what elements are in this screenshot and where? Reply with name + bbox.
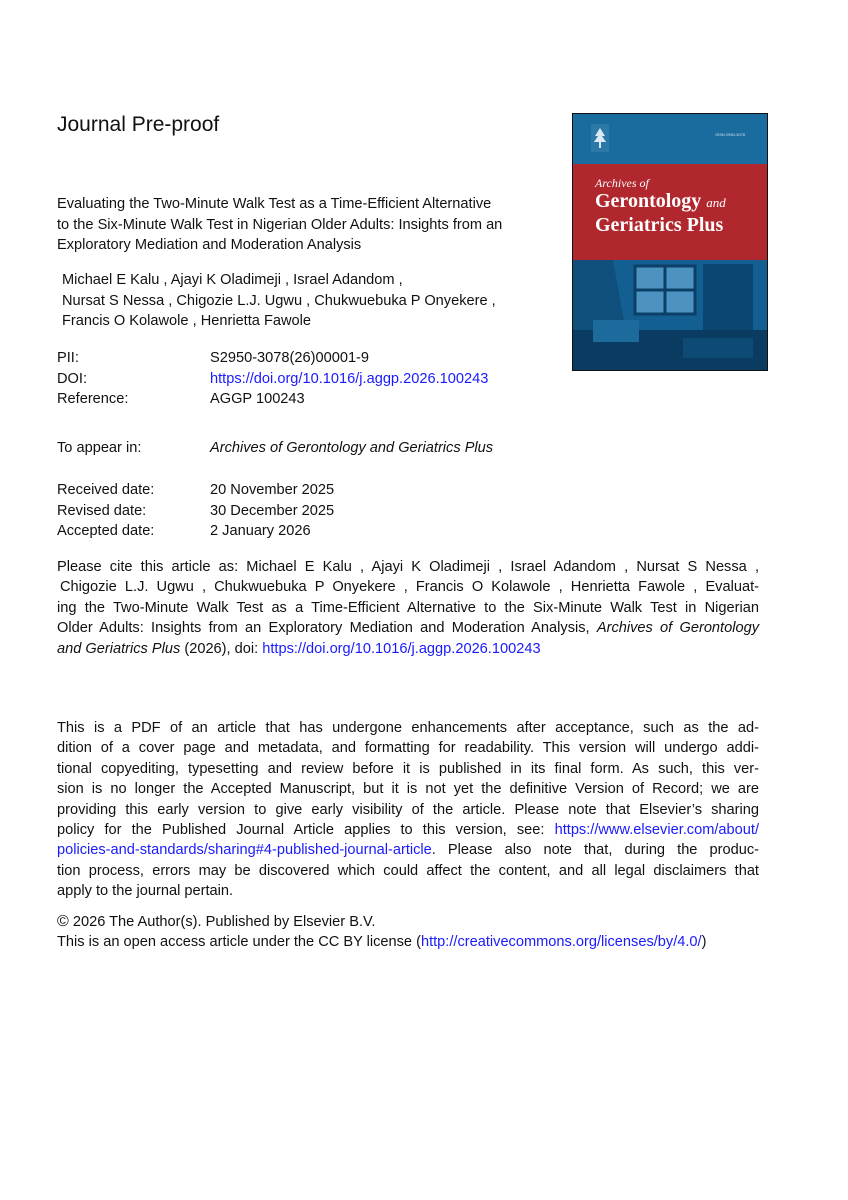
doi-link[interactable]: https://doi.org/10.1016/j.aggp.2026.100243 xyxy=(210,370,489,387)
title-line: to the Six-Minute Walk Test in Nigerian Older Adults: Insights from an xyxy=(57,216,503,233)
cover-title-line xyxy=(595,190,726,213)
appear-label: To appear in: xyxy=(57,440,142,456)
received-date: 20 November 2025 xyxy=(210,482,335,498)
notice-line: dition of a cover page and metadata, and formatting for readability. This version will undergo addi- xyxy=(57,740,759,757)
notice-line: apply to the journal pertain. xyxy=(57,883,234,900)
accepted-row xyxy=(57,521,334,542)
cover-title-and: and xyxy=(706,195,726,210)
identifier-block xyxy=(57,348,488,410)
citation-line: Please cite this article as: Michael E Kalu , Ajayi K Oladimeji , Israel Adandom , Nursat S Nessa , xyxy=(57,559,759,575)
author-line: Michael E Kalu , Ajayi K Oladimeji , Israel Adandom , xyxy=(62,272,403,288)
journal-cover-image xyxy=(572,113,768,371)
copyright-text: 2026 The Author(s). Published by Elsevier B.V. xyxy=(68,914,376,930)
citation-line: ing the Two-Minute Walk Test as a Time-Efficient Alternative to the Six-Minute Walk Test in Nigerian xyxy=(57,599,759,616)
citation-line: Chigozie L.J. Ugwu , Chukwuebuka P Onyekere , Francis O Kolawole , Henrietta Fawole , Evaluat- xyxy=(60,579,759,596)
author-line: Francis O Kolawole , Henrietta Fawole xyxy=(62,313,312,329)
doi-row xyxy=(57,369,488,390)
cover-title-line: Archives of xyxy=(595,176,649,190)
notice-text: . Please also note that, during the produc- xyxy=(431,842,759,859)
appear-row xyxy=(57,438,493,459)
copyright-line xyxy=(57,912,706,932)
notice-line: This is a PDF of an article that has undergone enhancements after acceptance, such as the ad- xyxy=(57,720,759,736)
window-scene-illustration xyxy=(573,260,768,371)
notice-text: policy for the Published Journal Article applies to this version, see: xyxy=(57,822,555,839)
title-line: Exploratory Mediation and Moderation Analysis xyxy=(57,237,362,253)
cover-photo xyxy=(573,260,767,371)
journal-pre-proof-label: Journal Pre-proof xyxy=(57,113,220,136)
sharing-policy-link[interactable]: https://www.elsevier.com/about/ xyxy=(554,822,759,839)
elsevier-tree-logo-icon xyxy=(591,124,609,152)
pii-row xyxy=(57,348,488,369)
appear-block xyxy=(57,438,493,459)
notice-line: providing this early version to give early visibility of the article. Please note that Elsevier’s sharing xyxy=(57,801,759,818)
notice-line: tion process, errors may be discovered which could affect the content, and all legal disclaimers that xyxy=(57,862,759,879)
revised-date: 30 December 2025 xyxy=(210,502,335,519)
reference-row xyxy=(57,389,488,410)
copyright-symbol: © xyxy=(57,913,69,930)
author-list xyxy=(57,270,496,332)
accepted-label: Accepted date: xyxy=(57,523,155,539)
copyright-block xyxy=(57,912,706,953)
notice-line xyxy=(57,840,759,860)
citation-paragraph xyxy=(57,557,759,659)
citation-line xyxy=(57,618,759,638)
citation-line xyxy=(57,639,759,659)
accepted-date: 2 January 2026 xyxy=(210,523,311,539)
citation-journal-cont: and Geriatrics Plus xyxy=(57,640,181,657)
citation-journal: Archives of Gerontology xyxy=(596,620,759,637)
reference-value: AGGP 100243 xyxy=(210,391,305,407)
reference-label: Reference: xyxy=(57,391,129,407)
author-line: Nursat S Nessa , Chigozie L.J. Ugwu , Chukwuebuka P Onyekere , xyxy=(62,292,496,309)
journal-name: Archives of Gerontology and Geriatrics Plus xyxy=(210,440,494,456)
citation-doi-link[interactable]: https://doi.org/10.1016/j.aggp.2026.100243 xyxy=(262,640,541,657)
notice-line: tional copyediting, typesetting and review before it is published in its final form. As such, this ver- xyxy=(57,760,759,777)
license-line xyxy=(57,932,706,952)
citation-text: (2026), doi: xyxy=(180,640,263,657)
notice-line xyxy=(57,820,759,840)
license-text-end: ) xyxy=(701,934,707,951)
cover-title-line: Geriatrics Plus xyxy=(595,214,724,236)
doi-label: DOI: xyxy=(57,370,87,387)
cover-issn: ISSN 2950-3078 xyxy=(715,132,745,137)
cover-title-word: Gerontology xyxy=(595,190,702,212)
dates-block xyxy=(57,480,334,542)
revised-row xyxy=(57,501,334,522)
citation-text: Older Adults: Insights from an Exploratory Mediation and Moderation Analysis, xyxy=(57,620,597,637)
license-link[interactable]: http://creativecommons.org/licenses/by/4.0/ xyxy=(420,934,702,951)
notice-line: sion is no longer the Accepted Manuscript, but it is not yet the definitive Version of Record; we are xyxy=(57,781,759,798)
license-text: This is an open access article under the CC BY license ( xyxy=(57,934,421,951)
title-line: Evaluating the Two-Minute Walk Test as a Time-Efficient Alternative xyxy=(57,196,492,212)
sharing-policy-link-cont[interactable]: policies-and-standards/sharing#4-published-journal-article xyxy=(57,842,432,859)
pii-label: PII: xyxy=(57,350,79,366)
article-title xyxy=(57,194,557,256)
received-row xyxy=(57,480,334,501)
received-label: Received date: xyxy=(57,482,155,498)
pii-value: S2950-3078(26)00001-9 xyxy=(210,350,370,366)
notice-paragraph xyxy=(57,718,759,902)
revised-label: Revised date: xyxy=(57,502,147,519)
